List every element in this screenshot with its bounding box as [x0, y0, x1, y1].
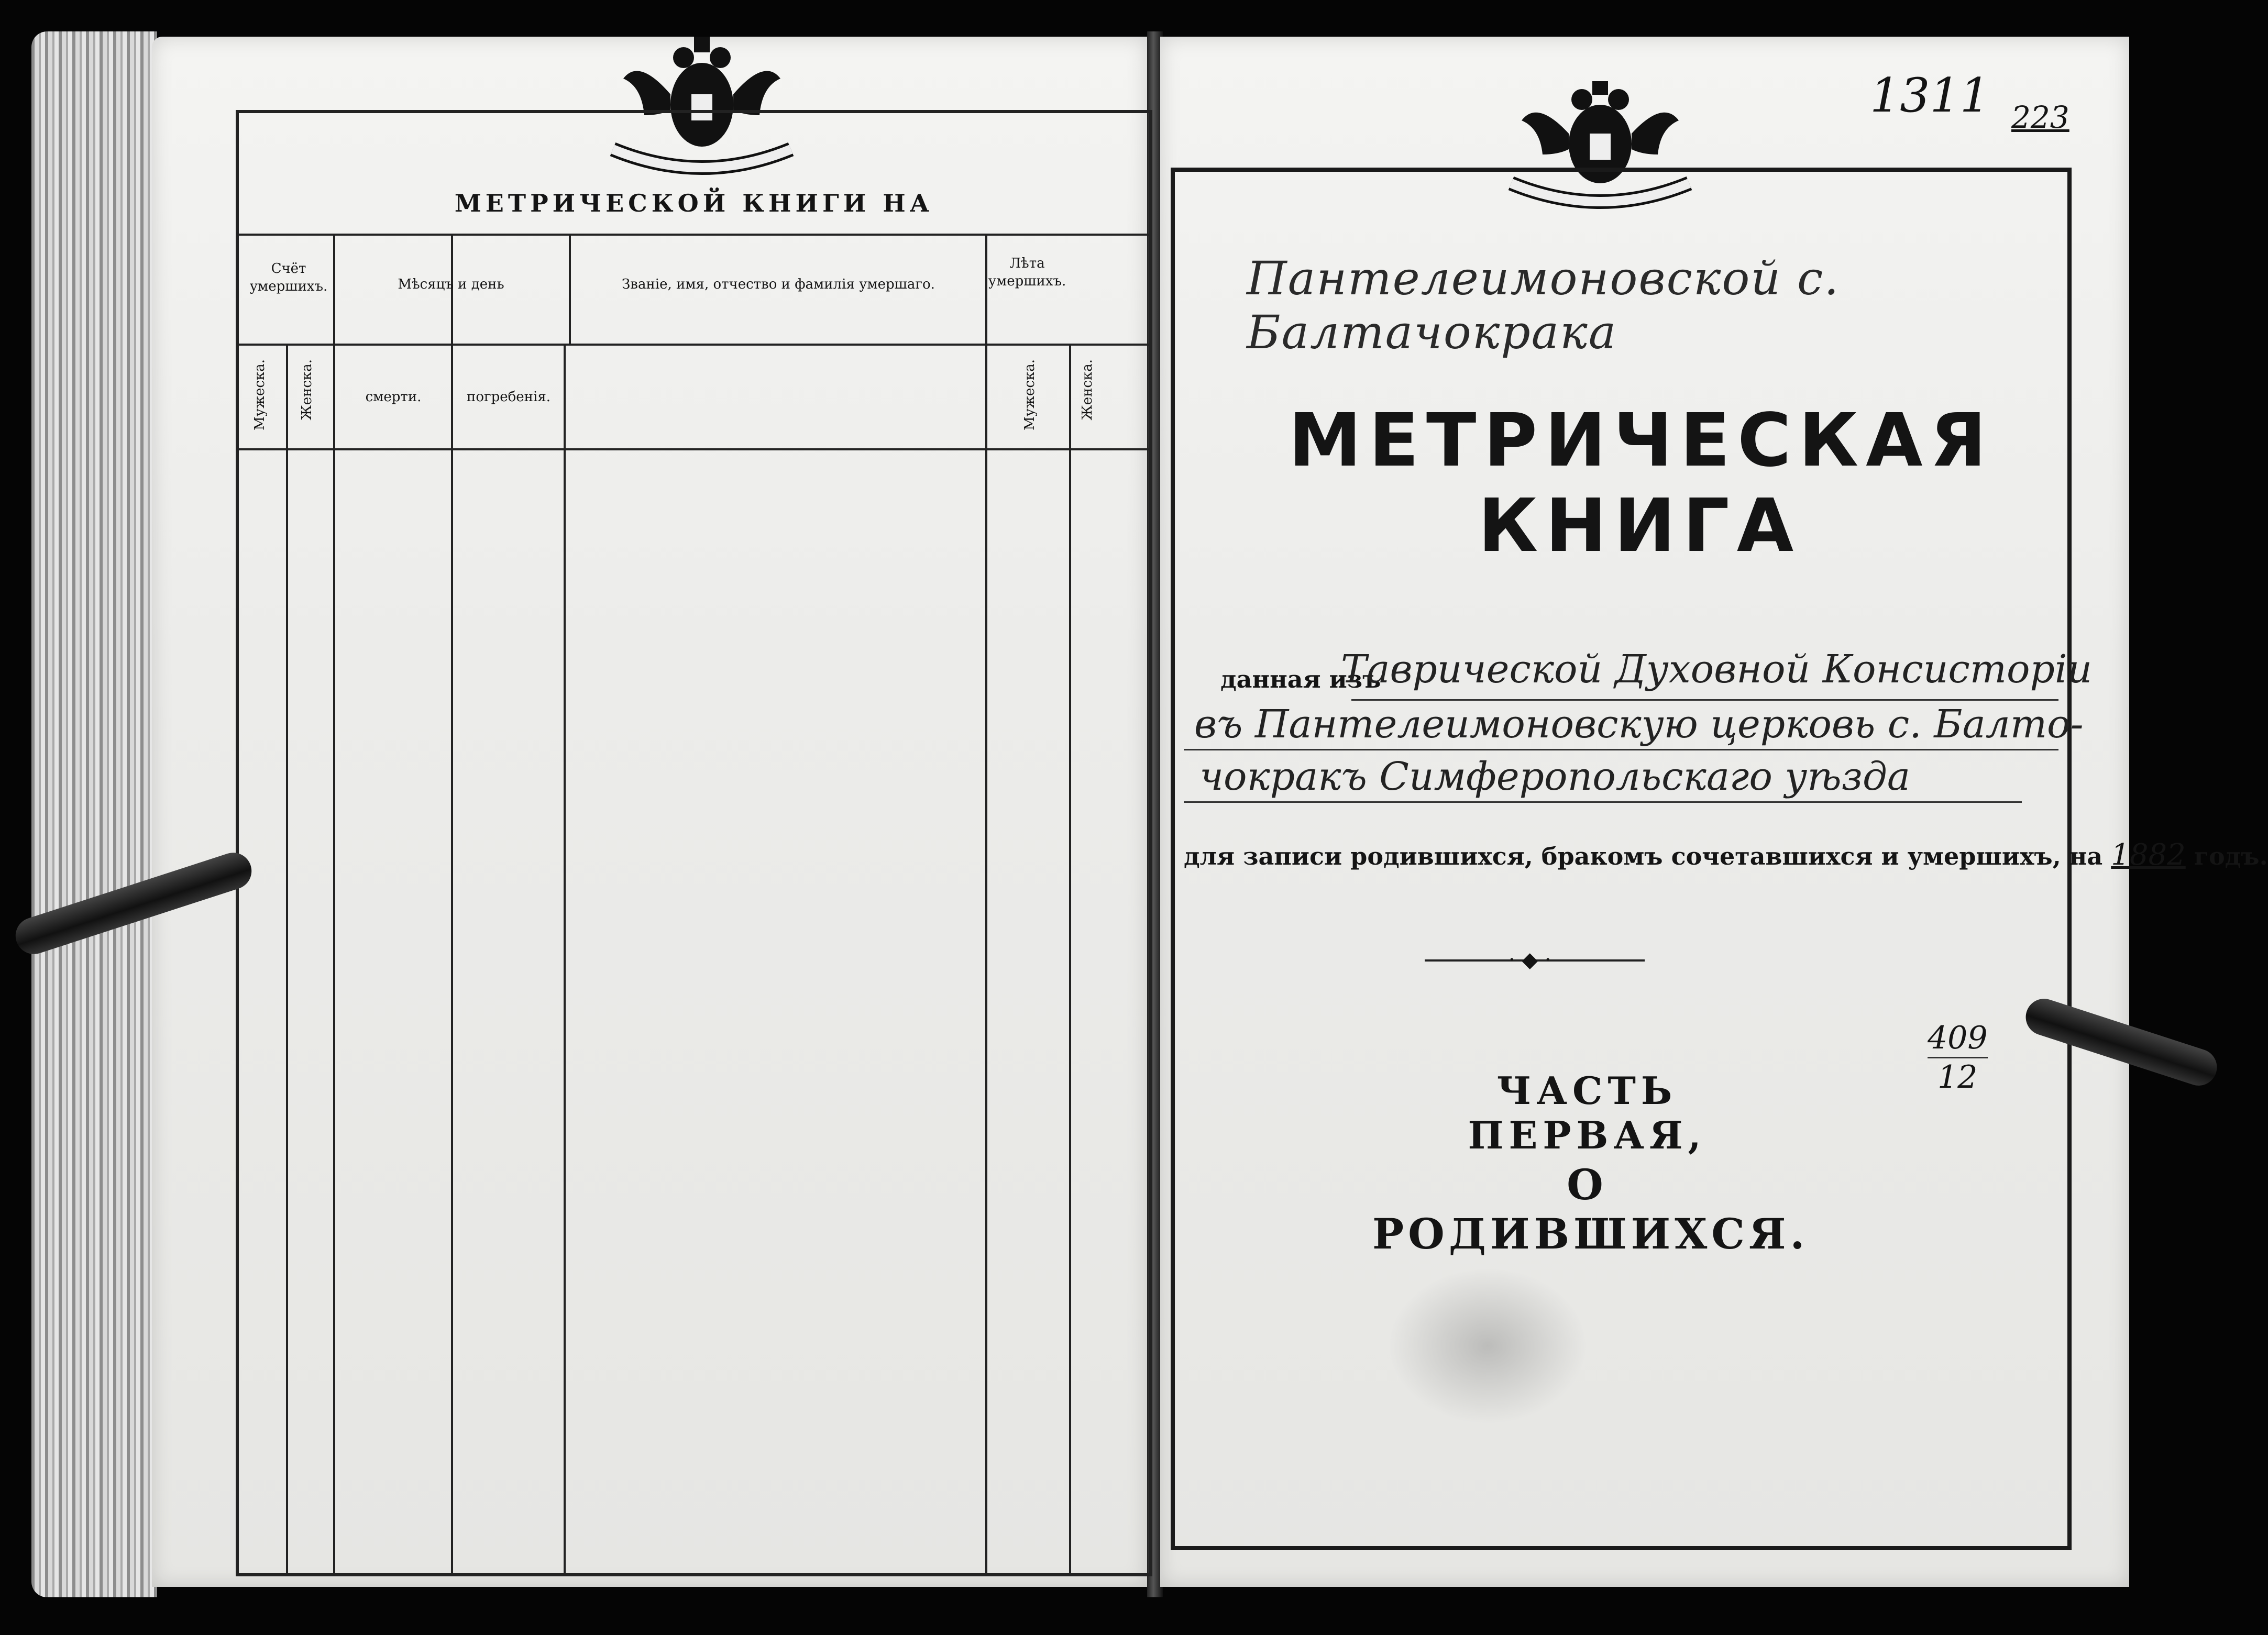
- death-register-table: [236, 110, 1152, 1576]
- column-rule: [451, 234, 453, 1574]
- subheader-age-female: Женска.: [1080, 359, 1095, 421]
- handwritten-consistory: Таврической Духовной Консисторіи: [1341, 647, 2093, 692]
- book-page-edges: [31, 31, 157, 1597]
- year-suffix: годъ.: [2194, 842, 2268, 870]
- handwritten-district: чокракъ Симферопольскаго уѣзда: [1199, 754, 1911, 799]
- section-heading: О РОДИВШИХСЯ.: [1372, 1160, 1809, 1258]
- fraction-bottom: 12: [1937, 1059, 1978, 1096]
- table-subheader-rule: [239, 344, 1149, 346]
- column-rule: [569, 234, 571, 344]
- header-name: Званіе, имя, отчество и фамилія умершаго.: [622, 277, 935, 292]
- column-rule: [564, 344, 566, 1574]
- header-month-day: Мѣсяцъ и день: [398, 277, 504, 292]
- part-heading: ЧАСТЬ ПЕРВАЯ,: [1468, 1068, 1706, 1157]
- header-age: Лѣта умершихъ.: [988, 256, 1066, 289]
- column-rule: [286, 344, 288, 1574]
- subheader-age-male: Мужеска.: [1022, 359, 1038, 430]
- year-value: 1882: [2111, 838, 2186, 872]
- fill-line: [1184, 801, 2022, 803]
- fill-line: [1184, 749, 2058, 750]
- purpose-line: [1184, 838, 2268, 872]
- column-rule: [985, 234, 987, 1574]
- fraction-top: 409: [1928, 1020, 1988, 1056]
- archive-fraction-note: [1928, 1021, 1988, 1094]
- subheader-death: смерти.: [365, 389, 422, 405]
- subheader-burial: погребенія.: [467, 389, 551, 405]
- column-rule: [333, 234, 335, 1574]
- header-count: Счёт умершихъ.: [249, 261, 328, 294]
- book-title: МЕТРИЧЕСКАЯ КНИГА: [1289, 398, 1994, 569]
- divider-ornament: · ◆ ·: [1509, 948, 1551, 972]
- page-number: 1311: [1870, 68, 1990, 123]
- column-rule: [1069, 344, 1071, 1574]
- subheader-male: Мужеска.: [252, 359, 268, 430]
- ledger-title: МЕТРИЧЕСКОЙ КНИГИ НА: [454, 189, 934, 217]
- handwritten-church: въ Пантелеимоновскую церковь с. Балто-: [1194, 702, 2084, 747]
- page-number-alt: 223: [2011, 100, 2069, 135]
- subheader-female: Женска.: [299, 359, 315, 421]
- purpose-text: для записи родившихся, бракомъ сочетавшихся и умершихъ, на: [1184, 842, 2103, 870]
- handwritten-parish-heading: Пантелеимоновской с. Балтачокрака: [1247, 251, 1840, 359]
- given-from-label: данная изъ: [1220, 665, 1381, 693]
- table-body-rule: [239, 448, 1149, 450]
- fill-line: [1351, 699, 2058, 701]
- table-header-rule: [239, 234, 1149, 236]
- faded-stamp: [1388, 1267, 1587, 1424]
- fraction-bar: [1928, 1057, 1988, 1058]
